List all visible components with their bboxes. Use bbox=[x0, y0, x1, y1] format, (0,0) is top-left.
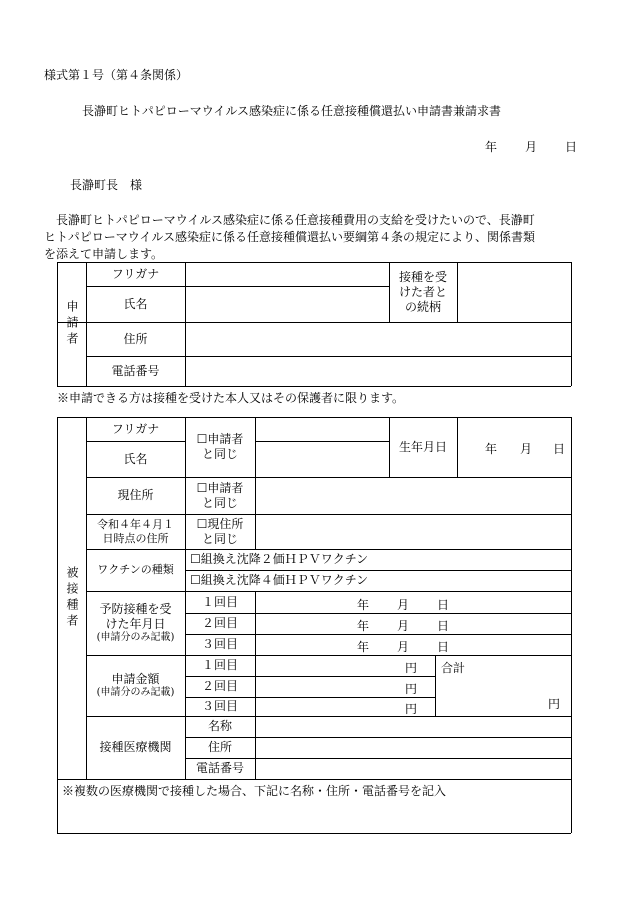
intro-line-3: を添えて申請します。 bbox=[44, 247, 164, 261]
applicant-note: ※申請できる方は接種を受けた本人又はその保護者に限ります。 bbox=[57, 391, 405, 405]
birth-day-label: 日 bbox=[553, 442, 566, 456]
same-as-applicant-address-checkbox[interactable] bbox=[185, 477, 255, 514]
dose2-day: 日 bbox=[437, 619, 450, 633]
dose1-year: 年 bbox=[357, 598, 370, 612]
dose3-day: 日 bbox=[437, 640, 450, 654]
date-day-label: 日 bbox=[565, 140, 578, 154]
same3-line2: と同じ bbox=[201, 531, 238, 546]
vacc-date-label-line2: けた年月日 bbox=[105, 616, 166, 631]
clinic-phone-field[interactable] bbox=[255, 758, 571, 779]
vacc-date-label-line1: 予防接種を受 bbox=[99, 601, 172, 616]
birth-month-label: 月 bbox=[520, 442, 533, 456]
applicant-phone-field[interactable] bbox=[185, 356, 571, 386]
same2-line2: と同じ bbox=[201, 495, 238, 510]
amount-label-text: 申請金額 bbox=[111, 671, 160, 686]
applicant-section-label: 申請者 bbox=[65, 300, 79, 348]
applicant-name-field[interactable] bbox=[185, 286, 389, 322]
same-as-applicant-line1: ☐申請者 bbox=[196, 432, 244, 446]
current-address-field[interactable] bbox=[255, 477, 571, 514]
clinic-name-field[interactable] bbox=[255, 716, 571, 737]
intro-line-1: 長瀞町ヒトパピローマウイルス感染症に係る任意接種費用の支給を受けたいので、長瀞町 bbox=[44, 213, 535, 227]
dose2-year: 年 bbox=[357, 619, 370, 633]
dose2-date-label: ２回目 bbox=[201, 616, 238, 630]
dose1-date-label: １回目 bbox=[201, 594, 238, 609]
multi-clinic-note: ※複数の医療機関で接種した場合、下記に名称・住所・電話番号を記入 bbox=[62, 784, 447, 798]
amount-note: (申請分のみ記載) bbox=[96, 686, 175, 698]
address-r4-field[interactable] bbox=[255, 514, 571, 549]
dose3-month: 月 bbox=[397, 640, 410, 654]
amount-label bbox=[86, 655, 185, 716]
relation-label bbox=[389, 262, 457, 322]
vaccinee-furigana-label: フリガナ bbox=[111, 421, 160, 436]
page-title: 長瀞町ヒトパピローマウイルス感染症に係る任意接種償還払い申請書兼請求書 bbox=[82, 104, 502, 118]
birth-year-label: 年 bbox=[485, 442, 498, 456]
address-r4-line1: 令和４年４月１ bbox=[97, 517, 174, 531]
clinic-phone-label: 電話番号 bbox=[195, 761, 244, 775]
dose2-month: 月 bbox=[397, 619, 410, 633]
multi-clinic-field[interactable] bbox=[58, 800, 570, 832]
applicant-address-label: 住所 bbox=[123, 331, 148, 346]
dose2-amount-label: ２回目 bbox=[201, 679, 238, 693]
dose3-amount-label: ３回目 bbox=[201, 699, 238, 713]
same-as-applicant-checkbox[interactable] bbox=[185, 417, 255, 477]
dose1-month: 月 bbox=[397, 598, 410, 612]
total-yen: 円 bbox=[548, 697, 561, 711]
vacc-date-note: (申請分のみ記載) bbox=[96, 631, 175, 643]
address-r4-line2: 日時点の住所 bbox=[102, 531, 169, 545]
same3-line1: ☐現住所 bbox=[196, 516, 244, 531]
addressee: 長瀞町長 様 bbox=[70, 178, 143, 192]
address-r4-label bbox=[86, 514, 185, 549]
form-number: 様式第１号（第４条関係） bbox=[44, 68, 189, 82]
applicant-phone-label: 電話番号 bbox=[111, 363, 160, 378]
dose1-day: 日 bbox=[437, 598, 450, 612]
vaccinee-furigana-field[interactable] bbox=[255, 417, 389, 441]
current-address-label: 現住所 bbox=[117, 488, 154, 502]
clinic-label: 接種医療機関 bbox=[99, 740, 172, 754]
total-label: 合計 bbox=[441, 661, 466, 675]
relation-field[interactable] bbox=[457, 262, 571, 322]
vaccinee-name-label: 氏名 bbox=[123, 451, 148, 466]
relation-label-line3: の続柄 bbox=[404, 299, 441, 314]
vaccine-option-bivalent[interactable]: ☐組換え沈降２価ＨＰＶワクチン bbox=[190, 552, 369, 566]
clinic-name-label: 名称 bbox=[207, 719, 232, 733]
vaccine-type-label: ワクチンの種類 bbox=[97, 563, 174, 577]
date-year-label: 年 bbox=[485, 140, 498, 154]
vaccinee-name-field[interactable] bbox=[255, 441, 389, 477]
birthdate-label: 生年月日 bbox=[398, 439, 447, 454]
relation-label-line1: 接種を受 bbox=[398, 269, 447, 284]
applicant-furigana-field[interactable] bbox=[185, 262, 389, 286]
date-month-label: 月 bbox=[525, 140, 538, 154]
dose3-yen: 円 bbox=[405, 702, 418, 716]
intro-line-2: ヒトパピローマウイルス感染症に係る任意接種償還払い要綱第４条の規定により、関係書類 bbox=[44, 230, 536, 244]
vaccine-option-quadrivalent[interactable]: ☐組換え沈降４価ＨＰＶワクチン bbox=[190, 573, 369, 587]
applicant-furigana-label: フリガナ bbox=[111, 266, 160, 281]
vaccination-date-label bbox=[86, 591, 185, 655]
dose3-date-label: ３回目 bbox=[201, 637, 238, 651]
dose3-year: 年 bbox=[357, 640, 370, 654]
dose1-amount-label: １回目 bbox=[201, 658, 238, 672]
same2-line1: ☐申請者 bbox=[196, 480, 244, 495]
applicant-name-label: 氏名 bbox=[123, 296, 148, 311]
applicant-address-field[interactable] bbox=[185, 322, 571, 356]
clinic-address-label: 住所 bbox=[207, 740, 232, 754]
clinic-address-field[interactable] bbox=[255, 737, 571, 758]
vaccinee-section-label: 被接種者 bbox=[65, 566, 79, 630]
dose1-yen: 円 bbox=[405, 661, 418, 675]
same-as-current-address-checkbox[interactable] bbox=[185, 514, 255, 549]
relation-label-line2: けた者と bbox=[398, 284, 447, 299]
same-as-applicant-line2: と同じ bbox=[201, 447, 238, 461]
dose2-yen: 円 bbox=[405, 682, 418, 696]
